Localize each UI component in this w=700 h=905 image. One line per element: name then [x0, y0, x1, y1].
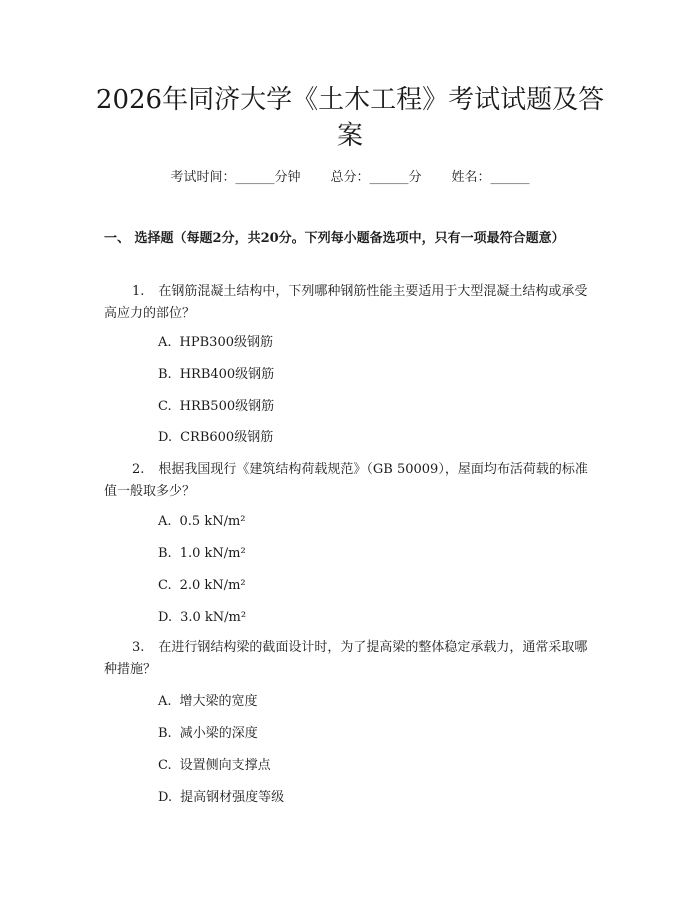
option-letter: D.: [158, 610, 173, 625]
question-2-option-a: [158, 512, 246, 532]
option-text: HRB400级钢筋: [179, 367, 275, 382]
option-text: 0.5 kN/m²: [179, 514, 246, 529]
option-letter: B.: [158, 367, 172, 382]
question-text: 在进行钢结构梁的截面设计时，为了提高梁的整体稳定承载力，通常采取哪种措施？: [104, 640, 588, 677]
question-2-option-b: [158, 544, 246, 564]
question-2-option-d: [158, 608, 246, 628]
option-text: 2.0 kN/m²: [179, 578, 246, 593]
option-letter: D.: [158, 430, 173, 445]
document-title: 2026年同济大学《土木工程》考试试题及答案: [95, 85, 605, 151]
option-letter: A.: [158, 694, 172, 709]
question-number: 2.: [132, 462, 145, 477]
student-name-label: 姓名：______: [451, 170, 530, 185]
option-letter: C.: [158, 399, 172, 414]
option-text: 1.0 kN/m²: [179, 546, 246, 561]
option-letter: B.: [158, 546, 172, 561]
question-1-option-a: [158, 333, 273, 353]
question-1-option-b: [158, 365, 274, 385]
question-text: 在钢筋混凝土结构中，下列哪种钢筋性能主要适用于大型混凝土结构或承受高应力的部位？: [104, 284, 588, 321]
question-3: [104, 637, 598, 681]
option-letter: A.: [158, 335, 172, 350]
exam-time-label: 考试时间：______分钟: [170, 170, 301, 185]
option-text: 增大梁的宽度: [179, 694, 258, 709]
option-letter: D.: [158, 790, 173, 805]
option-letter: A.: [158, 514, 172, 529]
exam-meta: [0, 168, 700, 188]
question-1-option-c: [158, 397, 274, 417]
option-text: HPB300级钢筋: [179, 335, 273, 350]
option-text: 设置侧向支撑点: [179, 758, 271, 773]
question-1-option-d: [158, 428, 273, 448]
option-text: 提高钢材强度等级: [180, 790, 285, 805]
option-letter: C.: [158, 578, 172, 593]
section-heading: 一、 选择题（每题2分，共20分。下列每小题备选项中，只有一项最符合题意）: [104, 231, 565, 246]
question-1: [104, 281, 598, 325]
option-letter: C.: [158, 758, 172, 773]
option-text: 3.0 kN/m²: [180, 610, 247, 625]
total-score-label: 总分：______分: [330, 170, 422, 185]
option-text: CRB600级钢筋: [180, 430, 274, 445]
question-number: 1.: [132, 284, 145, 299]
question-2: [104, 459, 598, 503]
question-3-option-b: [158, 724, 258, 744]
option-text: HRB500级钢筋: [179, 399, 275, 414]
question-3-option-d: [158, 788, 284, 808]
option-letter: B.: [158, 726, 172, 741]
question-3-option-c: [158, 756, 271, 776]
option-text: 减小梁的深度: [179, 726, 258, 741]
question-3-option-a: [158, 692, 258, 712]
question-2-option-c: [158, 576, 246, 596]
question-text: 根据我国现行《建筑结构荷载规范》（GB 50009），屋面均布活荷载的标准值一般取多少？: [104, 462, 588, 499]
question-number: 3.: [132, 640, 145, 655]
